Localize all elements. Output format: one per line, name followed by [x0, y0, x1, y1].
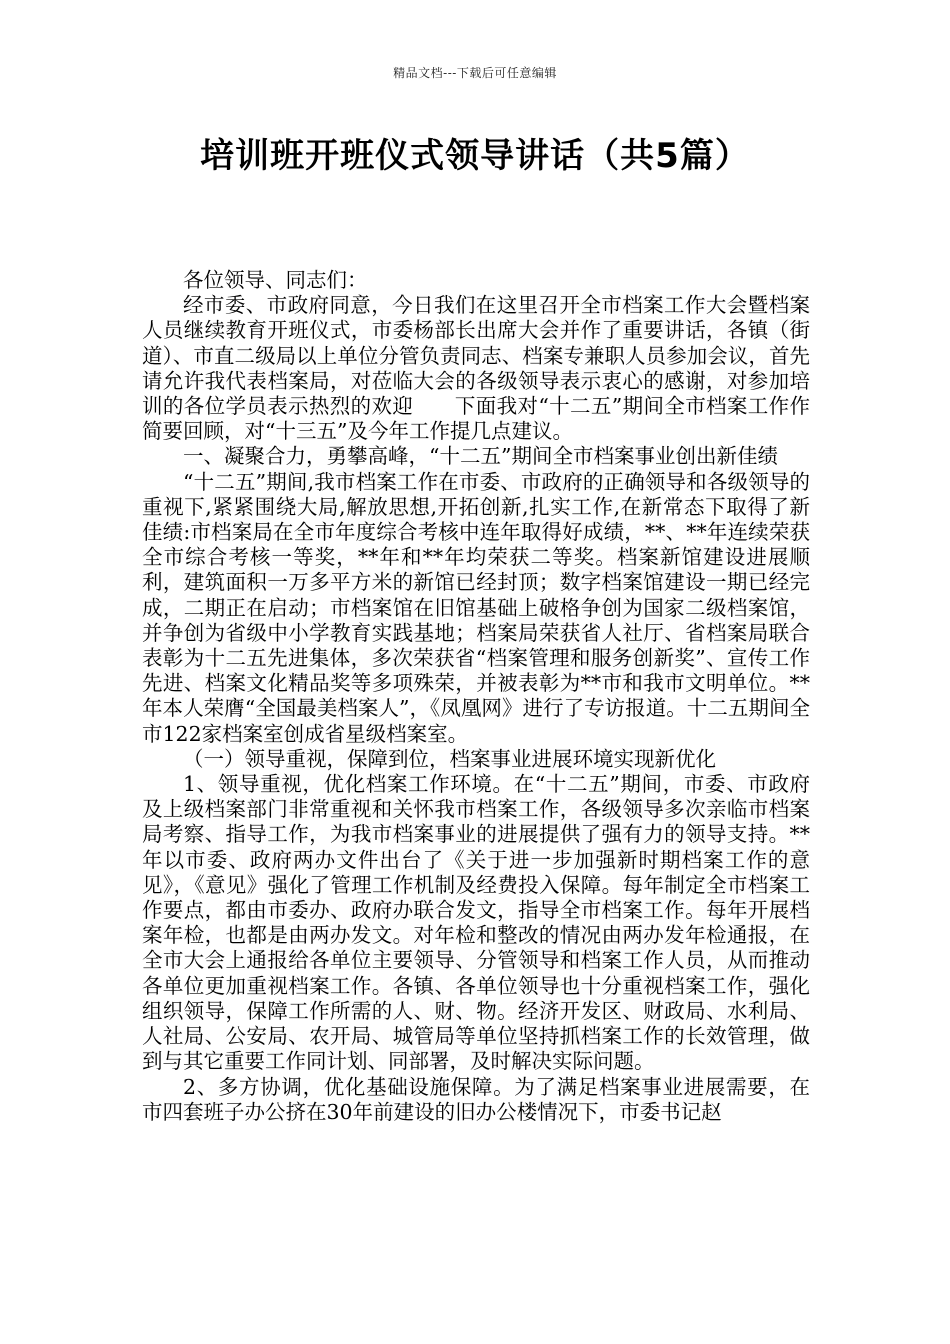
- body-paragraph: 1、领导重视，优化档案工作环境。在“十二五”期间，市委、市政府及上级档案部门非常重视和关怀我市档案工作，各级领导多次亲临市档案局考察、指导工作，为我市档案事业的进展提供了强有力的领导支持。**年以市委、政府两办文件出台了《关于进一步加强新时期档案工作的意见》，《意见》强化了管理工作机制及经费投入保障。每年制定全市档案工作要点，都由市委办、政府办联合发文，指导全市档案工作。每年开展档案年检，也都是由两办发文。对年检和整改的情况由两办发年检通报，在全市大会上通报给各单位主要领导、分管领导和档案工作人员，从而推动各单位更加重视档案工作。各镇、各单位领导也十分重视档案工作，强化组织领导，保障工作所需的人、财、物。经济开发区、财政局、水利局、人社局、公安局、农开局、城管局等单位坚持抓档案工作的长效管理，做到与其它重要工作同计划、同部署，及时解决实际问题。: [142, 772, 810, 1074]
- intro-paragraph: 经市委、市政府同意，今日我们在这里召开全市档案工作大会暨档案人员继续教育开班仪式，市委杨部长出席大会并作了重要讲话，各镇（街道）、市直二级局以上单位分管负责同志、档案专兼职人员参加会议，首先请允许我代表档案局，对莅临大会的各级领导表示衷心的感谢，对参加培训的各位学员表示热烈的欢迎 下面我对“十二五”期间全市档案工作作简要回顾，对“十三五”及今年工作提几点建议。: [142, 293, 810, 444]
- section-heading-1: 一、凝聚合力，勇攀高峰，“十二五”期间全市档案事业创出新佳绩: [183, 444, 778, 469]
- header-note: 精品文档---下载后可任意编辑: [393, 66, 557, 80]
- document-title: 培训班开班仪式领导讲话（共5篇）: [200, 136, 750, 176]
- subsection-heading-1: （一）领导重视，保障到位，档案事业进展环境实现新优化: [183, 746, 716, 771]
- body-paragraph: “十二五”期间,我市档案工作在市委、市政府的正确领导和各级领导的重视下,紧紧围绕大局,解放思想,开拓创新,扎实工作,在新常态下取得了新佳绩:市档案局在全市年度综合考核中连年取得好成绩，**、**年连续荣获全市综合考核一等奖，**年和**年均荣获二等奖。档案新馆建设进展顺利，建筑面积一万多平方米的新馆已经封顶；数字档案馆建设一期已经完成，二期正在启动；市档案馆在旧馆基础上破格争创为国家二级档案馆，并争创为省级中小学教育实践基地；档案局荣获省人社厅、省档案局联合表彰为十二五先进集体，多次荣获省“档案管理和服务创新奖”、宣传工作先进、档案文化精品奖等多项殊荣，并被表彰为**市和我市文明单位。**年本人荣膺“全国最美档案人”，《凤凰网》进行了专访报道。十二五期间全市122家档案室创成省星级档案室。: [142, 469, 810, 746]
- salutation-paragraph: 各位领导、同志们：: [183, 268, 368, 292]
- body-paragraph: 2、多方协调，优化基础设施保障。为了满足档案事业进展需要，在市四套班子办公挤在30年前建设的旧办公楼情况下，市委书记赵: [142, 1074, 810, 1124]
- document-body: [142, 268, 810, 1125]
